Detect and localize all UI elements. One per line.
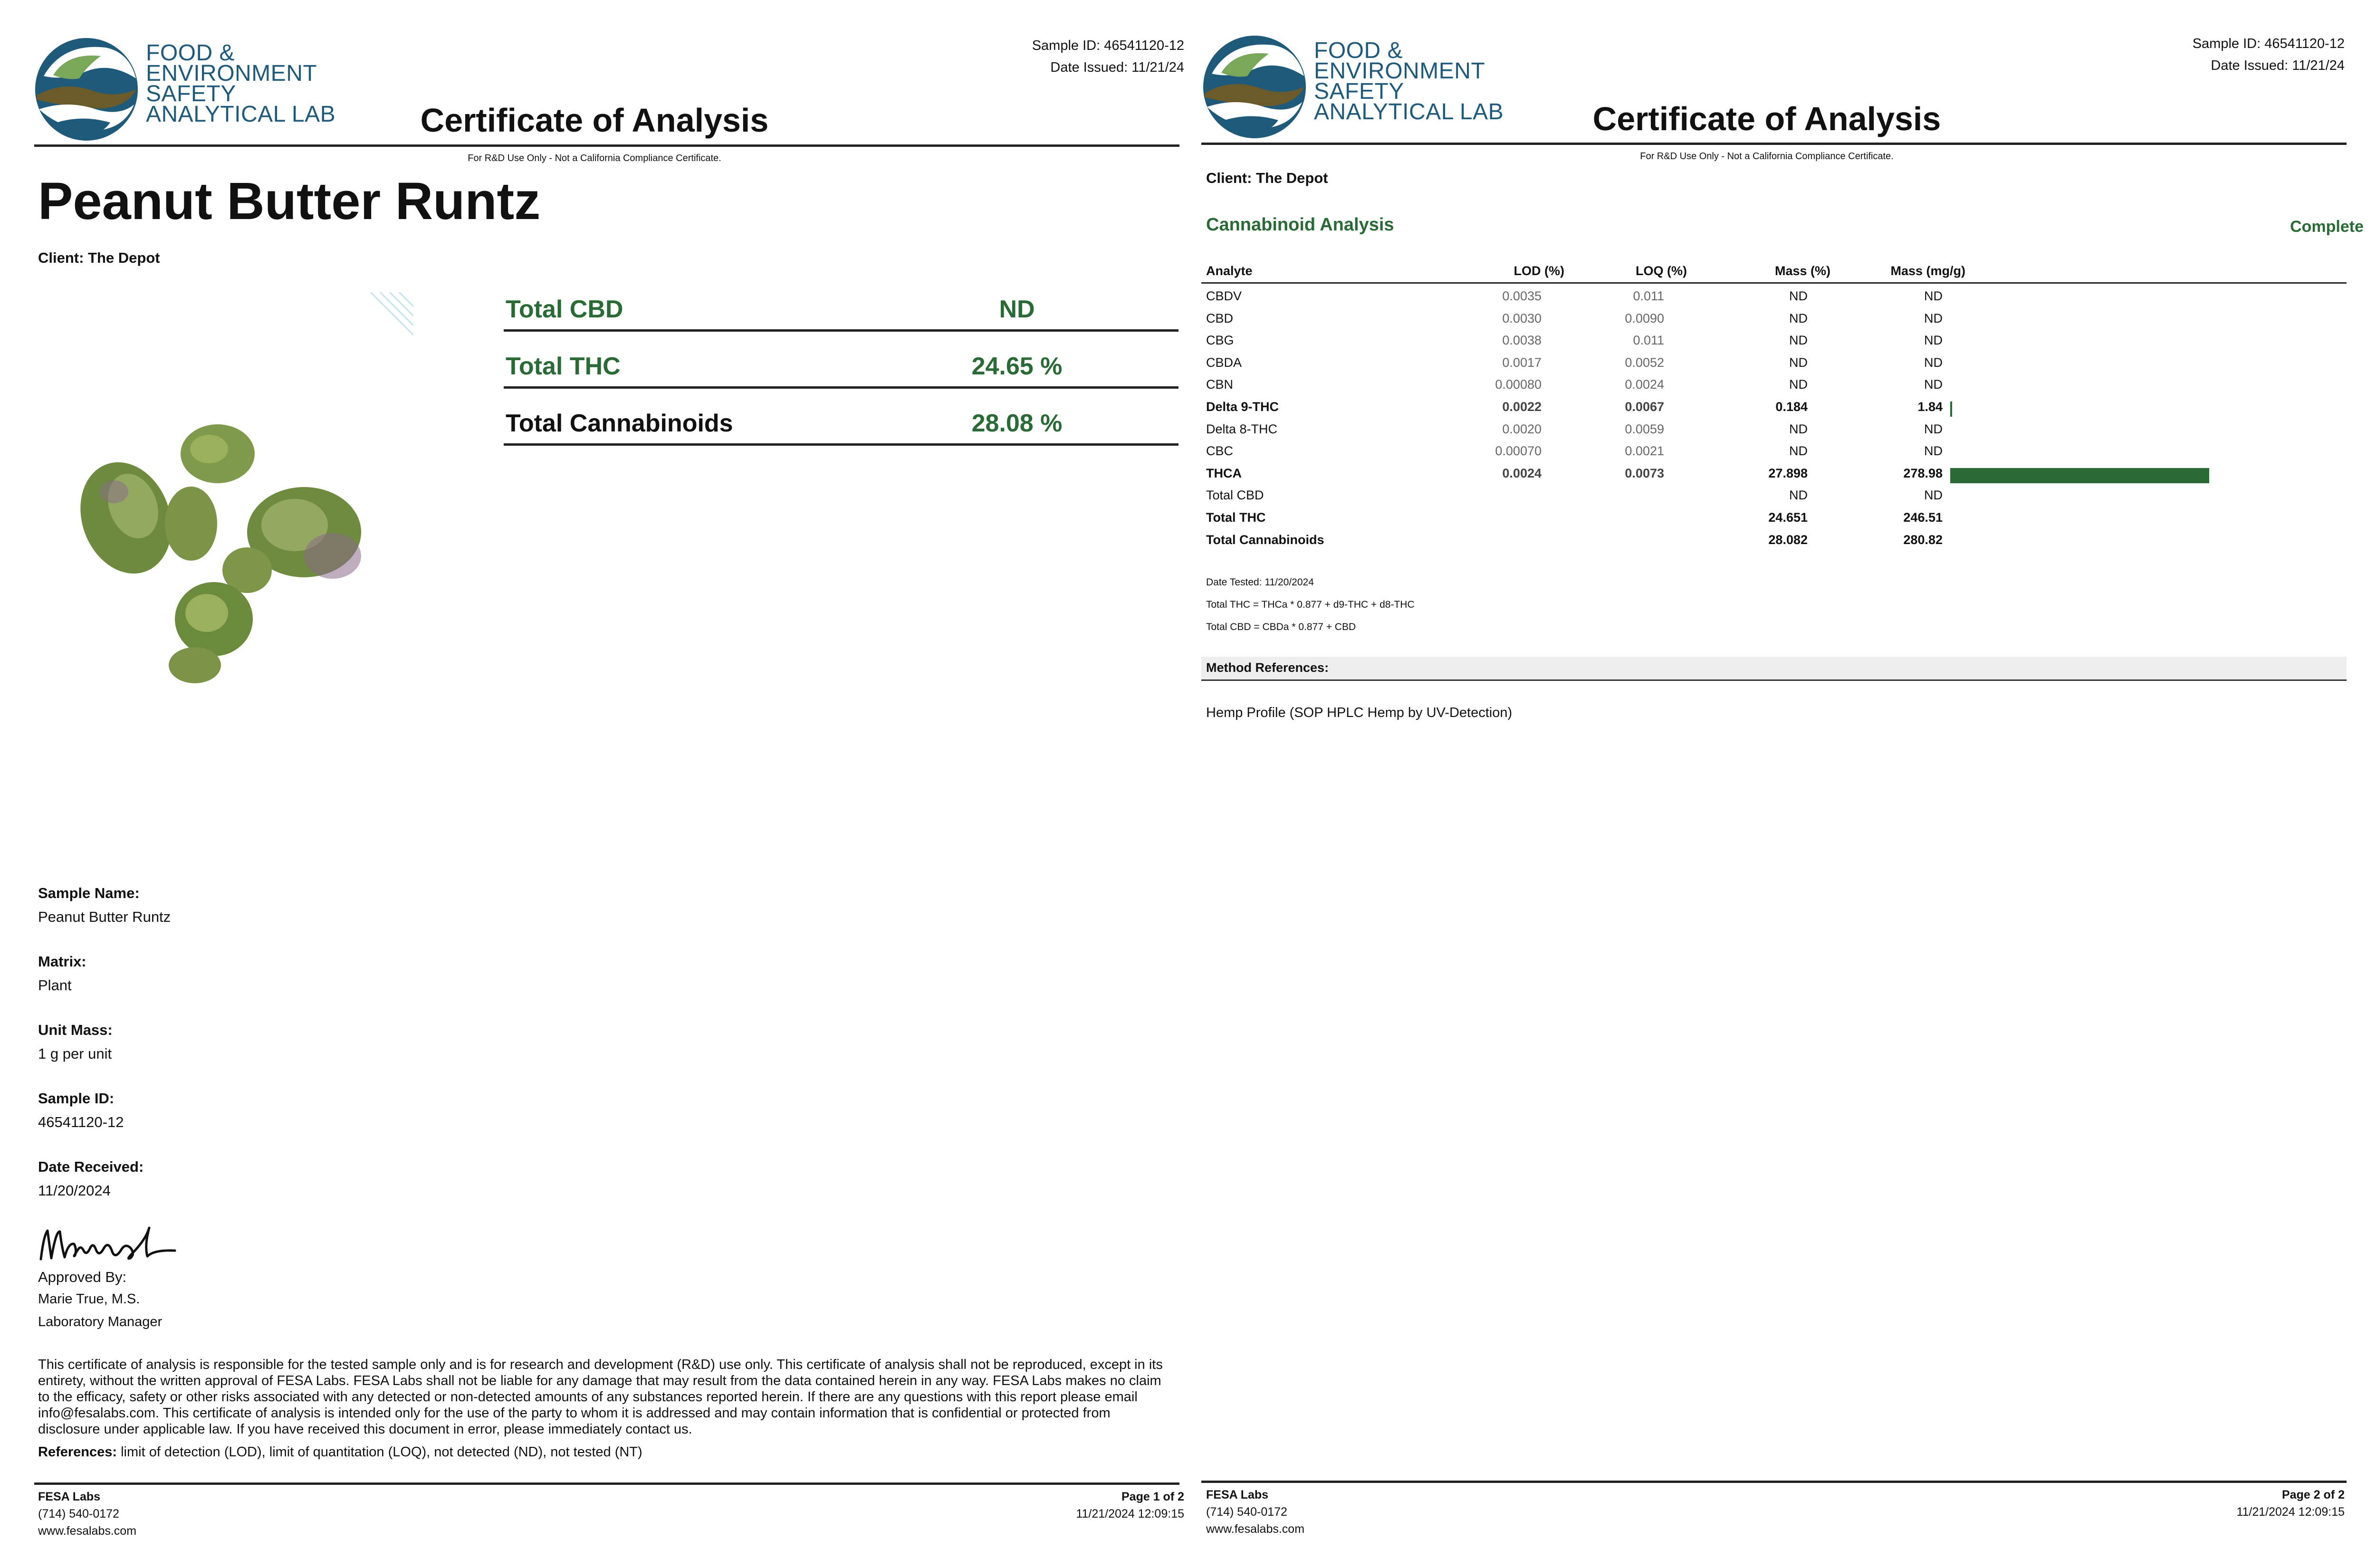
loq-cell: 0.0021 bbox=[1625, 444, 1664, 459]
analyte-cell: Delta 8-THC bbox=[1206, 421, 1278, 436]
method-reference-text: Hemp Profile (SOP HPLC Hemp by UV-Detection) bbox=[1206, 705, 1513, 720]
header-divider bbox=[34, 144, 1179, 147]
approver-role: Laboratory Manager bbox=[38, 1314, 163, 1329]
references-text: limit of detection (LOD), limit of quantitation (LOQ), not detected (ND), not tested (NT) bbox=[121, 1444, 642, 1460]
lod-cell: 0.00070 bbox=[1495, 444, 1542, 459]
loq-cell: 0.0052 bbox=[1625, 355, 1664, 370]
table-row bbox=[1206, 485, 2351, 507]
field-label: Unit Mass: bbox=[38, 1022, 113, 1038]
field-value: 46541120-12 bbox=[38, 1114, 124, 1130]
references-label: References: bbox=[38, 1444, 117, 1460]
summary-value: 24.65 % bbox=[971, 353, 1063, 380]
date-issued-header: Date Issued: 11/21/24 bbox=[2211, 58, 2345, 73]
footer-website: www.fesalabs.com bbox=[38, 1524, 137, 1538]
mass-mg-cell: ND bbox=[1924, 355, 1943, 370]
mass-mg-cell: 246.51 bbox=[1903, 510, 1943, 525]
col-header-mass-pct: Mass (%) bbox=[1774, 264, 1830, 278]
loq-cell: 0.011 bbox=[1633, 289, 1664, 303]
field-value: Peanut Butter Runtz bbox=[38, 908, 171, 925]
mass-mg-cell: 1.84 bbox=[1917, 400, 1943, 414]
table-row bbox=[1206, 353, 2351, 374]
mass-mg-cell: ND bbox=[1924, 311, 1943, 325]
summary-label: Total THC bbox=[506, 353, 621, 380]
footer-left bbox=[1206, 1486, 1304, 1538]
lod-cell: 0.0022 bbox=[1502, 400, 1542, 414]
field-value: Plant bbox=[38, 977, 72, 994]
total-cbd-formula: Total CBD = CBDa * 0.877 + CBD bbox=[1206, 621, 1356, 632]
mass-mg-cell: ND bbox=[1924, 333, 1943, 348]
summary-label: Total CBD bbox=[506, 296, 623, 323]
field-label: Matrix: bbox=[38, 953, 86, 970]
loq-cell: 0.0024 bbox=[1625, 377, 1664, 392]
lod-cell: 0.0030 bbox=[1502, 311, 1542, 325]
col-header-mass-mg: Mass (mg/g) bbox=[1890, 264, 1965, 278]
field-value: 11/20/2024 bbox=[38, 1182, 111, 1199]
analyte-cell: THCA bbox=[1206, 466, 1242, 480]
analyte-cell: CBDA bbox=[1206, 355, 1242, 370]
footer-company: FESA Labs bbox=[1206, 1488, 1269, 1501]
signature-image bbox=[37, 1221, 180, 1269]
table-row bbox=[1206, 308, 2351, 330]
disclaimer-text: This certificate of analysis is responsible for the tested sample only and is for research and development (R&D) use only. This certificate of analysis shall not be reproduced, except in its entirety, without the written approval of FESA Labs. FESA Labs shall not be liable for any damage that may result from the data contained herein in any way. FESA Labs makes no claim to the efficacy, safety or other risks associated with any detected or non-detected amounts of any substances reported herein. If there are any questions with this report please email info@fesalabs.com. This certificate of analysis is intended only for the use of the party to whom it is addressed and may contain information that is confidential or protected from disclosure under applicable law. If you have received this document in error, please immediately contact us. bbox=[38, 1357, 1163, 1437]
loq-cell: 0.0059 bbox=[1625, 421, 1664, 436]
logo-line: SAFETY bbox=[146, 81, 236, 106]
loq-cell: 0.0067 bbox=[1625, 400, 1664, 414]
summary-value: ND bbox=[999, 296, 1035, 323]
logo-line: ANALYTICAL LAB bbox=[146, 102, 336, 127]
loq-cell: 0.0073 bbox=[1625, 466, 1664, 480]
analyte-cell: CBDV bbox=[1206, 289, 1242, 303]
total-thc-formula: Total THC = THCa * 0.877 + d9-THC + d8-THC bbox=[1206, 599, 1415, 610]
analyte-cell: Total Cannabinoids bbox=[1206, 532, 1324, 547]
compliance-note: For R&D Use Only - Not a California Compliance Certificate. bbox=[468, 153, 721, 163]
mass-percent-cell: 27.898 bbox=[1768, 466, 1808, 480]
header-divider bbox=[1201, 143, 2347, 145]
compliance-note: For R&D Use Only - Not a California Compliance Certificate. bbox=[1640, 151, 1894, 162]
loq-cell: 0.011 bbox=[1633, 333, 1664, 348]
footer-right bbox=[2236, 1486, 2345, 1520]
logo-line: ENVIRONMENT bbox=[146, 61, 317, 86]
cannabis-bud-image bbox=[38, 292, 413, 805]
page-number: Page 1 of 2 bbox=[1121, 1490, 1184, 1503]
lod-cell: 0.00080 bbox=[1495, 377, 1542, 392]
analyte-cell: Total CBD bbox=[1206, 488, 1264, 503]
analyte-cell: CBD bbox=[1206, 311, 1234, 325]
table-row bbox=[1206, 530, 2351, 552]
table-row bbox=[1206, 330, 2351, 352]
table-header-divider bbox=[1201, 282, 2347, 284]
footer-divider bbox=[34, 1482, 1179, 1485]
document-title: Certificate of Analysis bbox=[420, 102, 769, 139]
approved-by-label: Approved By: bbox=[38, 1269, 127, 1285]
mass-mg-cell: ND bbox=[1924, 444, 1943, 459]
footer-timestamp: 11/21/2024 12:09:15 bbox=[2236, 1505, 2345, 1519]
mass-percent-cell: ND bbox=[1789, 488, 1808, 503]
method-references-label: Method References: bbox=[1206, 660, 1329, 675]
summary-value: 28.08 % bbox=[971, 410, 1063, 437]
table-row bbox=[1206, 419, 2351, 441]
approver-name: Marie True, M.S. bbox=[38, 1291, 140, 1307]
mass-bar bbox=[1950, 468, 2209, 483]
footer-company: FESA Labs bbox=[38, 1490, 101, 1503]
mass-percent-cell: ND bbox=[1789, 444, 1808, 459]
mass-percent-cell: ND bbox=[1789, 311, 1808, 325]
coa-page-2 bbox=[1189, 0, 2376, 1568]
sample-id-header: Sample ID: 46541120-12 bbox=[2192, 36, 2345, 51]
col-header-loq: LOQ (%) bbox=[1636, 264, 1687, 278]
footer-phone: (714) 540-0172 bbox=[38, 1507, 119, 1520]
mass-percent-cell: ND bbox=[1789, 377, 1808, 392]
field-value: 1 g per unit bbox=[38, 1045, 112, 1062]
logo-line: FOOD & bbox=[146, 40, 235, 66]
analyte-cell: CBG bbox=[1206, 333, 1234, 348]
document-title: Certificate of Analysis bbox=[1592, 100, 1941, 137]
client-label: Client: The Depot bbox=[38, 249, 160, 266]
logo-line: ANALYTICAL LAB bbox=[1314, 99, 1504, 124]
footer-left bbox=[38, 1488, 136, 1539]
summary-row-total-cannabinoids bbox=[504, 387, 1178, 446]
summary-row-total-thc bbox=[504, 330, 1178, 389]
product-photo bbox=[38, 292, 413, 805]
logo-line: SAFETY bbox=[1314, 79, 1404, 104]
footer-timestamp: 11/21/2024 12:09:15 bbox=[1076, 1507, 1184, 1520]
client-label: Client: The Depot bbox=[1206, 170, 1328, 186]
date-issued-header: Date Issued: 11/21/24 bbox=[1050, 60, 1184, 75]
field-label: Date Received: bbox=[38, 1158, 144, 1175]
table-row bbox=[1206, 397, 2351, 419]
loq-cell: 0.0090 bbox=[1625, 311, 1664, 325]
analyte-cell: Delta 9-THC bbox=[1206, 400, 1279, 414]
mass-percent-cell: 28.082 bbox=[1768, 532, 1808, 547]
analyte-cell: CBC bbox=[1206, 444, 1234, 459]
logo-line: ENVIRONMENT bbox=[1314, 58, 1485, 84]
lod-cell: 0.0024 bbox=[1502, 466, 1542, 480]
footer-right bbox=[1076, 1488, 1184, 1522]
table-row bbox=[1206, 374, 2351, 396]
summary-row-total-cbd bbox=[504, 273, 1178, 332]
logo-line: FOOD & bbox=[1314, 38, 1403, 63]
method-references-header bbox=[1201, 657, 2347, 681]
mass-percent-cell: ND bbox=[1789, 355, 1808, 370]
field-label: Sample ID: bbox=[38, 1090, 115, 1107]
page-number: Page 2 of 2 bbox=[2282, 1488, 2345, 1501]
lod-cell: 0.0038 bbox=[1502, 333, 1542, 348]
mass-mg-cell: ND bbox=[1924, 421, 1943, 436]
mass-mg-cell: ND bbox=[1924, 377, 1943, 392]
analyte-cell: Total THC bbox=[1206, 510, 1266, 525]
summary-label: Total Cannabinoids bbox=[506, 410, 733, 437]
lod-cell: 0.0020 bbox=[1502, 421, 1542, 436]
analyte-cell: CBN bbox=[1206, 377, 1234, 392]
mass-percent-cell: ND bbox=[1789, 289, 1808, 303]
footer-divider bbox=[1201, 1481, 2347, 1483]
mass-percent-cell: 24.651 bbox=[1768, 510, 1808, 525]
field-label: Sample Name: bbox=[38, 885, 140, 901]
mass-bar bbox=[1950, 402, 1952, 417]
mass-mg-cell: ND bbox=[1924, 289, 1943, 303]
col-header-lod: LOD (%) bbox=[1514, 264, 1564, 278]
lod-cell: 0.0017 bbox=[1502, 355, 1542, 370]
table-row bbox=[1206, 286, 2351, 308]
mass-mg-cell: ND bbox=[1924, 488, 1943, 503]
date-tested-note: Date Tested: 11/20/2024 bbox=[1206, 577, 1314, 588]
col-header-analyte: Analyte bbox=[1206, 264, 1253, 278]
footer-website: www.fesalabs.com bbox=[1206, 1522, 1305, 1536]
sample-id-header: Sample ID: 46541120-12 bbox=[1032, 38, 1184, 53]
section-title: Cannabinoid Analysis bbox=[1206, 215, 1394, 235]
sample-title: Peanut Butter Runtz bbox=[38, 172, 541, 230]
mass-percent-cell: 0.184 bbox=[1775, 400, 1808, 414]
mass-mg-cell: 278.98 bbox=[1903, 466, 1943, 480]
mass-mg-cell: 280.82 bbox=[1903, 532, 1943, 547]
analysis-status: Complete bbox=[2290, 218, 2364, 236]
footer-phone: (714) 540-0172 bbox=[1206, 1505, 1287, 1519]
mass-percent-cell: ND bbox=[1789, 421, 1808, 436]
table-row bbox=[1206, 463, 2351, 485]
table-row bbox=[1206, 507, 2351, 529]
mass-percent-cell: ND bbox=[1789, 333, 1808, 348]
references-line bbox=[38, 1444, 642, 1460]
table-row bbox=[1206, 441, 2351, 463]
lod-cell: 0.0035 bbox=[1502, 289, 1542, 303]
